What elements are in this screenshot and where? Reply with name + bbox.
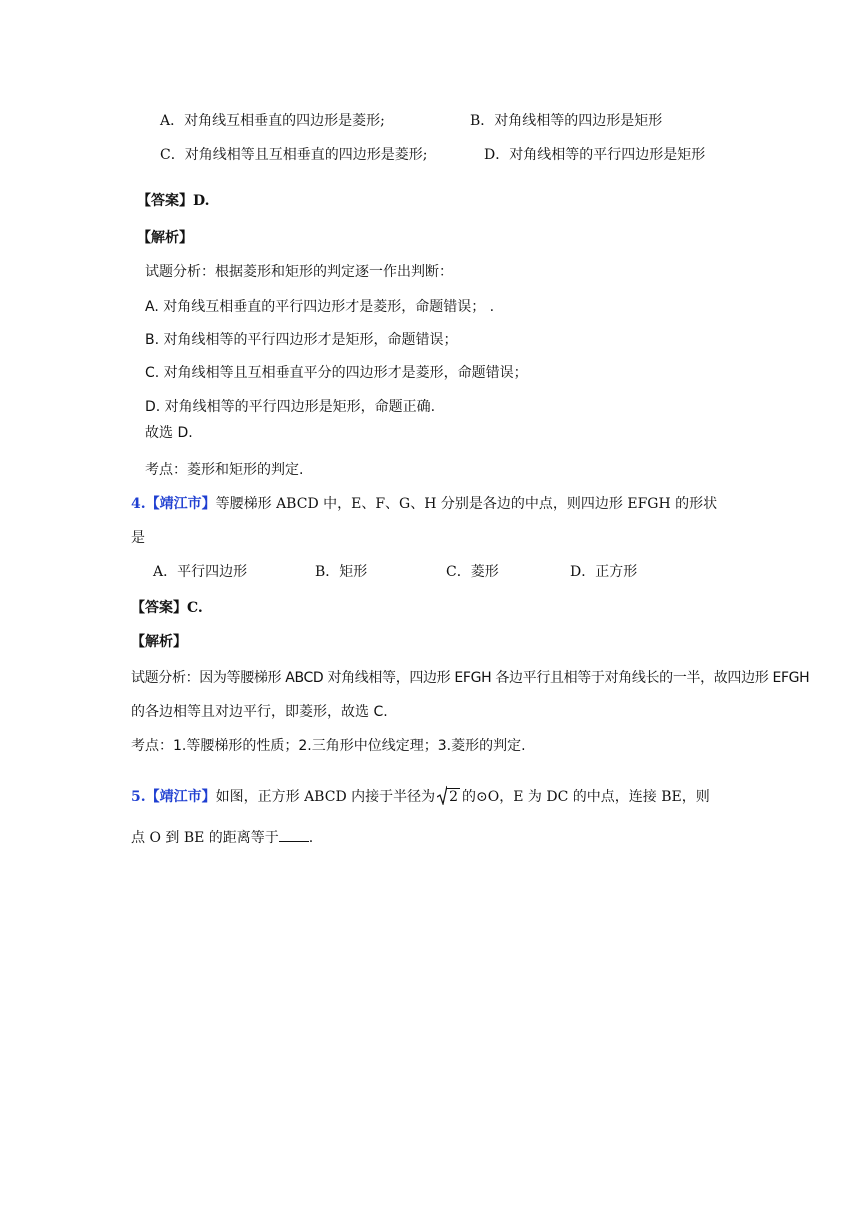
- q3-option-b: B．对角线相等的四边形是矩形: [470, 113, 663, 129]
- q4-option-d: D．正方形: [570, 564, 638, 580]
- q5-stem-line-1: [131, 787, 710, 807]
- sqrt-radical: [437, 787, 460, 807]
- q3-answer: 【答案】D.: [137, 193, 210, 209]
- q4-stem-text: 等腰梯形 ABCD 中，E、F、G、H 分别是各边的中点，则四边形 EFGH 的形状: [215, 496, 718, 512]
- q4-source: 【靖江市】: [145, 496, 216, 512]
- radical-value: 2: [449, 789, 459, 805]
- q5-stem-text-4: .: [308, 830, 314, 846]
- q4-analysis-line-2: 的各边相等且对边平行，即菱形，故选 C.: [131, 704, 388, 720]
- q3-conclusion: 故选 D.: [145, 425, 193, 441]
- q3-analysis-d: D. 对角线相等的平行四边形是矩形，命题正确.: [145, 399, 436, 415]
- q4-number: 4.: [131, 496, 146, 512]
- q4-stem-line-1: [131, 494, 717, 514]
- q3-option-c: C．对角线相等且互相垂直的四边形是菱形;: [160, 147, 428, 163]
- q5-stem-text-3: 点 O 到 BE 的距离等于: [131, 830, 279, 846]
- radical-sign-icon: [437, 785, 447, 805]
- q4-answer: 【答案】C.: [131, 600, 203, 616]
- q5-source: 【靖江市】: [145, 789, 216, 805]
- q5-stem-line-2: [131, 827, 313, 848]
- q4-stem-line-2: 是: [131, 530, 145, 546]
- q5-stem-text-1: 如图，正方形 ABCD 内接于半径为: [215, 789, 436, 805]
- q4-option-a: A．平行四边形: [153, 564, 248, 580]
- q3-option-d: D．对角线相等的平行四边形是矩形: [484, 147, 706, 163]
- q4-analysis-label: 【解析】: [131, 634, 187, 650]
- q4-option-c: C．菱形: [446, 564, 499, 580]
- q3-option-a: A．对角线互相垂直的四边形是菱形;: [160, 113, 385, 129]
- q4-analysis-line-1: 试题分析：因为等腰梯形 ABCD 对角线相等，四边形 EFGH 各边平行且相等于对角线长的一半，故四边形 EFGH: [131, 670, 810, 686]
- q3-kaodian: 考点：菱形和矩形的判定.: [145, 462, 304, 478]
- answer-blank: [279, 827, 309, 842]
- q3-analysis-b: B. 对角线相等的平行四边形才是矩形，命题错误；: [145, 332, 458, 348]
- q5-number: 5.: [131, 789, 146, 805]
- q4-option-b: B．矩形: [315, 564, 368, 580]
- q3-analysis-c: C. 对角线相等且互相垂直平分的四边形才是菱形，命题错误；: [145, 365, 528, 381]
- q4-kaodian: 考点：1.等腰梯形的性质；2.三角形中位线定理；3.菱形的判定.: [131, 738, 526, 754]
- q3-analysis-label: 【解析】: [137, 230, 193, 246]
- q3-analysis-intro: 试题分析：根据菱形和矩形的判定逐一作出判断：: [145, 264, 453, 280]
- q3-analysis-a: A. 对角线互相垂直的平行四边形才是菱形，命题错误； .: [145, 299, 495, 315]
- q5-stem-text-2: 的⊙O，E 为 DC 的中点，连接 BE，则: [462, 789, 710, 805]
